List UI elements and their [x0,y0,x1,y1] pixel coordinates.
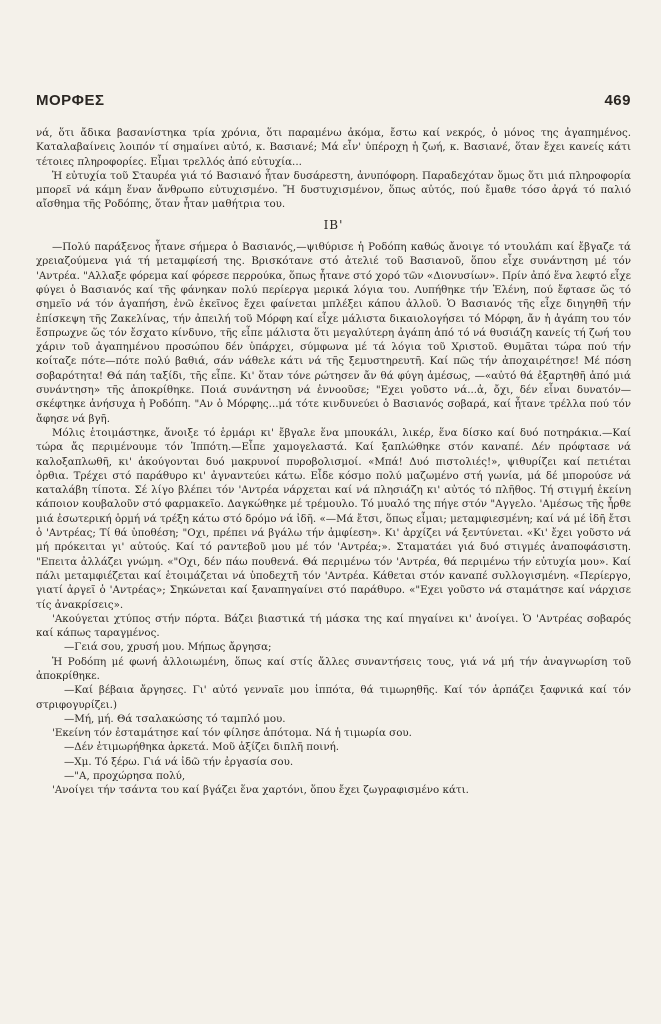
dialog-line: 'Ανοίγει τήν τσάντα του καί βγάζει ἕνα χαρτόνι, ὅπου ἔχει ζωγραφισμένο κάτι. [52,784,469,797]
dialog-line: —Δέν ἐτιμωρήθηκα ἀρκετά. Μοῦ ἀξίζει διπλῆ ποινή. [64,741,340,754]
running-title: ΜΟΡΦΕΣ [36,92,105,109]
paragraph: νά, ὅτι ἄδικα βασανίστηκα τρία χρόνια, ὅτι παραμένω ἀκόμα, ἔστω καί νεκρός, ὁ μόνος της ἀγαπημένος. Καταλαβαίνεις λοιπόν τί σημαίνει αὐτό, κ. Βασιανέ; Μά εἶν' ὑπέροχη ἡ ζωή, κ. Βασιανέ, ὅταν ἔχει κανείς κάτι τέτοιες πληροφορίες. Εἶμαι τρελλός ἀπό εὐτυχία... [36,127,631,168]
paragraph: Μόλις ἑτοιμάστηκε, ἄνοιξε τό ἑρμάρι κι' ἔβγαλε ἕνα μπουκάλι, λικέρ, ἕνα δίσκο καί δυό ποτηράκια.—Καί τώρα ἄς περιμένουμε τόν Ἱππότη.—Εἶπε χαμογελαστά. Καί ξαπλώθηκε στόν καναπέ. Δέν πρόφτασε νά καλοξαπλωθῆ, κι' ἀκούγονται δυό μακρυνοί πυροβολισμοί. «Μπά! Δυό πιστολιές!», ψιθυρίζει καί πετιέται ὀρθια. Τρέχει στό παράθυρο κι' ἀγναντεύει κάτω. Εἶδε κόσμο πολύ μαζωμένο στή γωνία, μά δέ μπορούσε νά καταλάβη τίποτα. Σέ λίγο βλέπει τόν 'Αντρέα νάρχεται καί νά πλησιάζη κι' αὐτός τό πλῆθος. Τή στιγμή ἐκείνη κάποιον κουβαλοῦν στό φαρμακεῖο. Δαγκώθηκε μέ τρέμουλο. Τό μυαλό της πήγε στόν "Αγγελο. 'Αμέσως τῆς ἦρθε μιά ἐσωτερική ὁρμή νά τρέξη κάτω στό δρόμο νά ἰδῆ. «—Μά ἔτσι, ὅπως εἶμαι; μεταμφιεσμένη; καί νά μέ ἰδῆ ἔτσι ὁ 'Αντρέας; Τί θά ὑποθέση; "Οχι, πρέπει νά βγάλω τήν ἀμφίεση». Κι' ἀρχίζει νά ξεντύνεται. «Κι' ἔχει γοῦστο νά μή πρόκειται γι' αὐτούς. Καί τό ραντεβοῦ μου μέ τόν 'Αντρέα;». Σταματάει γιά δυό στιγμές ἀναποφάσιστη. "Επειτα ἀλλάζει γνώμη. «"Οχι, δέν πάω πουθενά. Θά περιμένω τόν 'Αντρέα, θά περιμένω τήν εὐτυχία μου». Καί πάλι μεταμφιέζεται καί ἑτοιμάζεται νά ὑποδεχτῆ τόν 'Αντρέα. Κάθεται στόν καναπέ συλλογισμένη. «Περίεργο, γιατί ἀργεῖ ὁ 'Αντρέας»; Σηκώνεται καί ξαναπηγαίνει στό παράθυρο. «"Εχει γοῦστο νά σταμάτησε καί νάρχισε τίς ἀνακρίσεις». [36,426,631,611]
page-number: 469 [604,92,631,109]
dialog-line: —Καί βέβαια ἄργησες. Γι' αὐτό γενναῖε μου ἱππότα, θά τιμωρηθῆς. Καί τόν ἁρπάζει ξαφνικά καί τόν στριφογυρίζει.) [36,684,631,711]
paragraph: Ἡ εὐτυχία τοῦ Σταυρέα γιά τό Βασιανό ἦταν δυσάρεστη, ἀνυπόφορη. Παραδεχόταν ὅμως ὅτι μιά πληροφορία μπορεῖ νά κάμη ἕναν ἄνθρωπο εὐτυχισμένο. Ἤ δυστυχισμένον, ὅπως αὐτός, πού ἔμαθε τόσο ἀργά τό παλιό αἴσθημα τῆς Ροδόπης, ὅταν ἦταν μαθήτρια του. [36,169,631,211]
dialog-line: Ἡ Ροδόπη μέ φωνή ἀλλοιωμένη, ὅπως καί στίς ἄλλες συναντήσεις τους, γιά νά μή τήν ἀναγνωρίση τοῦ ἀποκρίθηκε. [36,655,631,682]
section-mark: ΙΒ' [323,217,344,232]
paragraph: —Πολύ παράξενος ἦτανε σήμερα ὁ Βασιανός,—ψιθύρισε ἡ Ροδόπη καθώς ἄνοιγε τό ντουλάπι καί ἔβγαζε τά χρειαζούμενα γιά τή μεταμφίεσή της. Βρισκότανε στό ἀτελιέ τοῦ Βασιανοῦ, ὅπου εἶχε συνάντηση μέ τόν 'Αντρέα. "Αλλαξε φόρεμα καί φόρεσε περρούκα, ὅπως ἦτανε στό χορό τῶν «Διονυσίων». Πρίν ἀπό ἕνα λεφτό εἶχε φύγει ὁ Βασιανός καί τῆς φάνηκαν πολύ περίεργα μερικά λόγια του. Λυπήθηκε τήν Ἑλένη, πού ἔφτασε ὥς τό σημεῖο νά τόν ἀγαπήση, ἐνῶ ἐκεῖνος ἔχει φαίνεται μπλέξει κάπου ἀλλοῦ. Ὁ Βασιανός τῆς εἶχε διηγηθῆ τήν ἐπίσκεψη τῆς Ζακελίνας, τήν ἀπειλή τοῦ Μόρφη καί εἶχε μάλιστα δικαιολογήσει τό Μόρφη, ἄν ἡ ἀγάπη του τόν ἔσπρωχνε ὥς τόν ἔσχατο κίνδυνο, τῆς εἶπε μάλιστα ὅτι μεγαλύτερη ἀγάπη ἀπό τό νά θυσιάζη κανείς τή ζωή του χάριν τοῦ ἀγαπημένου προσώπου δέν ὑπάρχει, σύμφωνα μέ τά λόγια τοῦ Χριστοῦ. Θυμᾶται τώρα πού τήν κοίταζε πότε—πότε πολύ βαθιά, σάν νάθελε κάτι νά τῆς ξεμυστηρευτῆ. Καί πῶς τήν ἀποχαιρέτησε! Μέ πόση σοβαρότητα! Θά πάη ταξίδι, τῆς εἶπε. Κι' ὅταν τόνε ρώτησεν ἄν θά φύγη ἀμέσως, —«αὐτό θά ἐξαρτηθῆ ἀπό μιά συνάντηση» τῆς ἀποκρίθηκε. Ποιά συνάντηση νά ἐννοοῦσε; "Εχει γοῦστο νά...ἀ, ὄχι, δέν εἶναι δυνατόν—σκέφτηκε ἀνήσυχα ἡ Ροδόπη. "Αν ὁ Μόρφης...μά τότε κινδυνεύει ὁ Βασιανός σοβαρά, καί ἦτανε τρέλλα πού τόν ἄφησε νά βγῆ. [36,241,631,425]
dialog-line: —Γειά σου, χρυσή μου. Μήπως ἄργησα; [64,641,272,654]
dialog-line: —Μή, μή. Θά τσαλακώσης τό ταμπλό μου. [64,712,286,725]
paragraph: 'Ακούγεται χτύπος στήν πόρτα. Βάζει βιαστικά τή μάσκα της καί πηγαίνει κι' ἀνοίγει. Ὁ 'Αντρέας σοβαρός καί κάπως ταραγμένος. [36,612,631,640]
page-header [36,92,631,109]
dialog-line: —Χμ. Τό ξέρω. Γιά νά ἰδῶ τήν ἐργασία σου. [64,755,294,768]
page-body [36,126,631,798]
dialog-line: —"Α, προχώρησα πολύ, [64,770,186,783]
dialog-line: 'Εκείνη τόν ἐσταμάτησε καί τόν φίλησε ἀπότομα. Νά ἡ τιμωρία σου. [52,727,412,740]
